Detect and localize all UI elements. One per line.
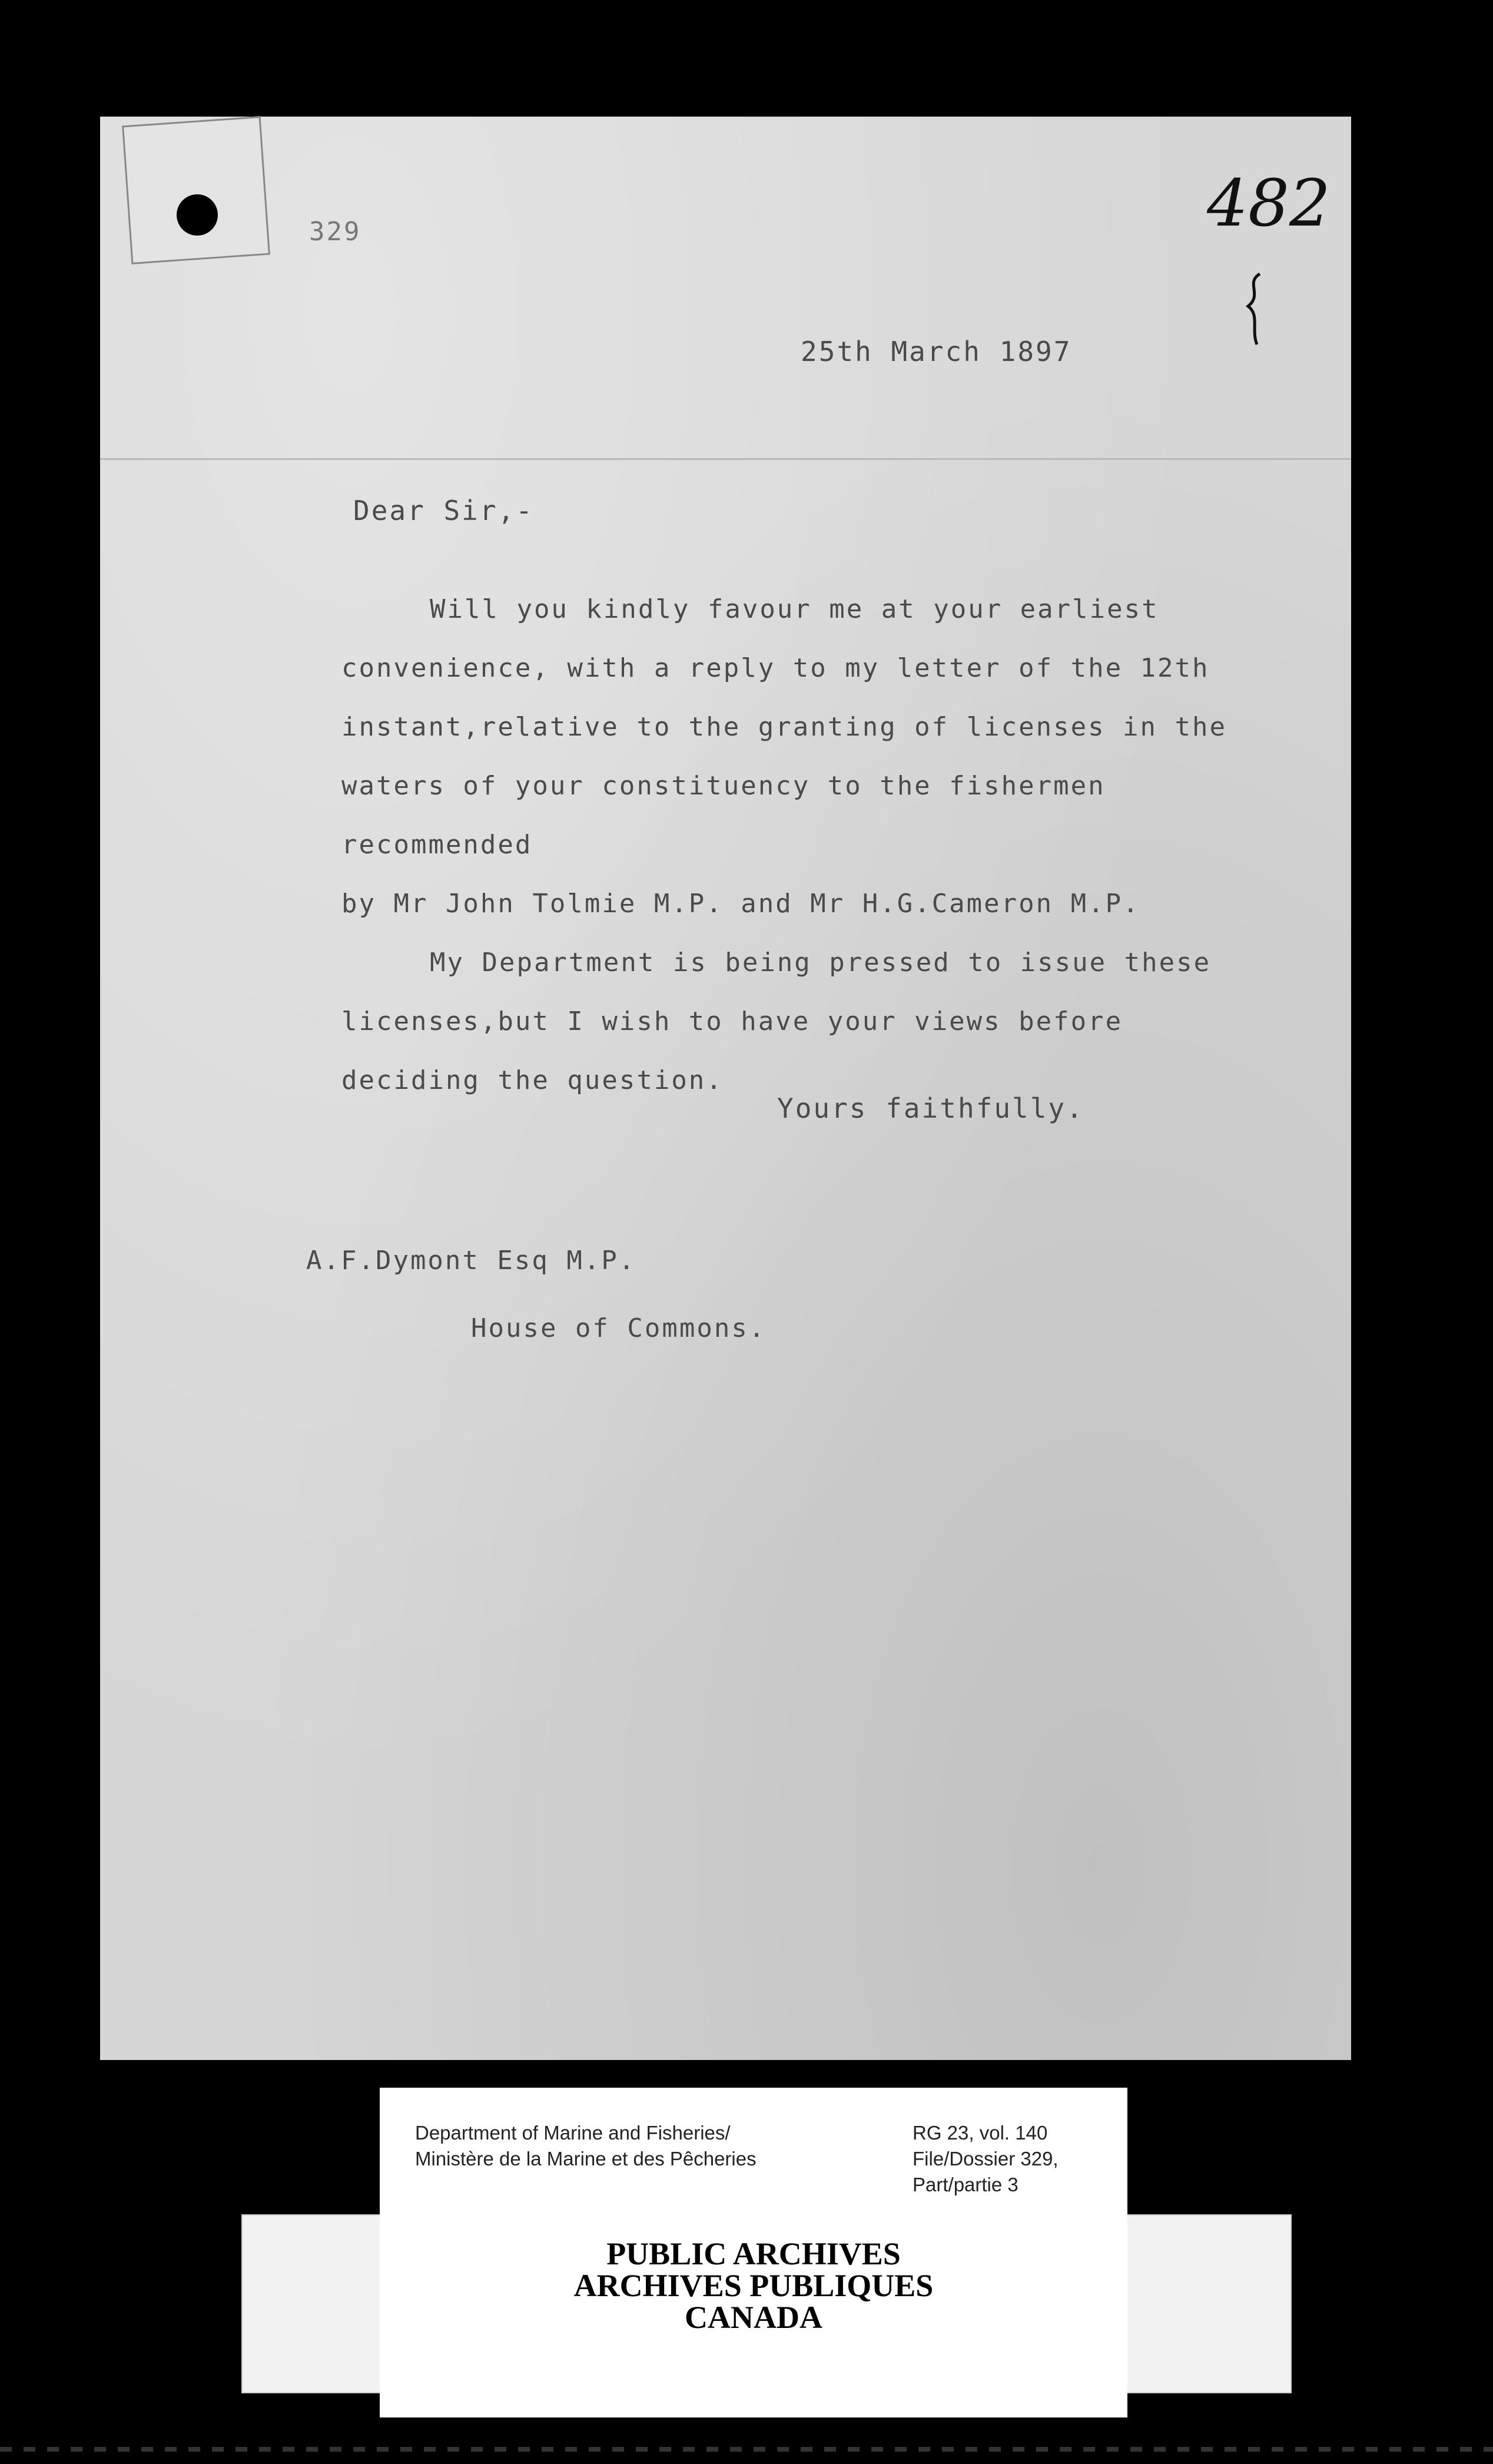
letter-body — [341, 580, 1295, 1110]
body-line: convenience, with a reply to my letter of the 12th — [341, 653, 1210, 683]
department-label — [415, 2120, 757, 2172]
stamp-line: ARCHIVES PUBLIQUES — [573, 2268, 934, 2303]
letter-date: 25th March 1897 — [801, 336, 1072, 367]
handwritten-note: 482 — [1207, 165, 1331, 241]
record-group: RG 23, vol. 140 — [913, 2122, 1048, 2144]
stamp-line: PUBLIC ARCHIVES — [606, 2236, 901, 2271]
salutation: Dear Sir,- — [353, 495, 534, 526]
body-line: licenses,but I wish to have your views before — [341, 1006, 1123, 1036]
archive-reference — [913, 2120, 1059, 2198]
public-archives-stamp — [380, 2238, 1127, 2333]
department-fr: Ministère de la Marine et des Pêcheries — [415, 2148, 757, 2170]
file-tag — [122, 116, 270, 264]
body-line: deciding the question. — [341, 1065, 724, 1095]
file-dossier: File/Dossier 329, — [913, 2148, 1059, 2170]
recipient-place: House of Commons. — [471, 1313, 767, 1343]
handwritten-mark — [1242, 271, 1266, 347]
body-line: My Department is being pressed to issue these — [430, 948, 1212, 978]
stamp-line: CANADA — [685, 2300, 822, 2335]
body-line: by Mr John Tolmie M.P. and Mr H.G.Cameron M.P. — [341, 889, 1140, 919]
department-en: Department of Marine and Fisheries/ — [415, 2122, 731, 2144]
file-reference-number: 329 — [309, 217, 361, 247]
fold-line — [100, 458, 1351, 460]
body-line: waters of your constituency to the fishermen recommended — [341, 771, 1106, 860]
part: Part/partie 3 — [913, 2174, 1018, 2195]
body-line: instant,relative to the granting of licenses in the — [341, 712, 1227, 742]
body-line: Will you kindly favour me at your earliest — [430, 594, 1159, 624]
film-edge — [0, 2447, 1493, 2452]
punch-hole — [177, 194, 218, 236]
closing: Yours faithfully. — [777, 1092, 1084, 1124]
recipient-name: A.F.Dymont Esq M.P. — [306, 1246, 636, 1276]
